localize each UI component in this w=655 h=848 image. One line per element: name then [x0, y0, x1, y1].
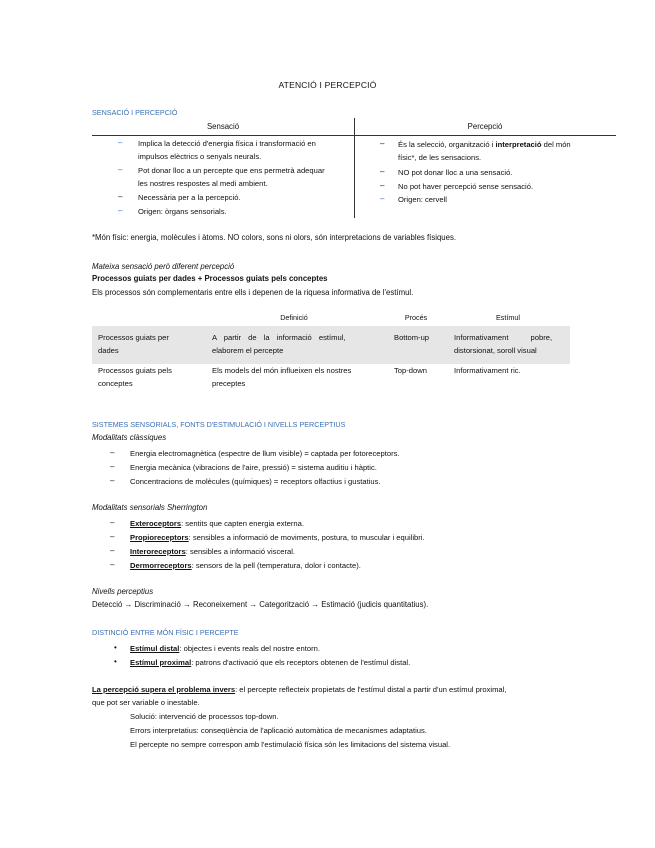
- list-item: [130, 656, 410, 669]
- list-item: [130, 517, 304, 530]
- list-item: [130, 545, 295, 558]
- term-desc: : el percepte reflecteix propietats de l'estímul distal a partir d'un estímul proximal,: [235, 685, 507, 694]
- term-desc: : objectes i events reals del nostre entorn.: [179, 644, 320, 653]
- list-item: [130, 559, 361, 572]
- list-item: NO pot donar lloc a una sensació.: [398, 168, 513, 177]
- term-desc: : sensibles a informació de moviments, postura, to muscular i equilibri.: [188, 533, 425, 542]
- column-header-percepcio: Percepció: [467, 122, 503, 131]
- table-cell: Informativament pobre,: [454, 333, 553, 342]
- list-item: Concentracions de molècules (químiques) = receptors olfactius i gustatius.: [130, 477, 381, 486]
- list-item-bold: interpretació: [495, 140, 542, 149]
- term: Exteroceptors: [130, 519, 182, 528]
- table-cell: conceptes: [98, 379, 133, 388]
- term: Interoreceptors: [130, 547, 186, 556]
- table-cell: dades: [98, 346, 119, 355]
- term-desc: : sensibles a informació visceral.: [185, 547, 296, 556]
- table-cell: Top-down: [394, 366, 427, 375]
- section-heading-sistemes-sensorials: SISTEMES SENSORIALS, FONTS D'ESTIMULACIÓ I NIVELLS PERCEPTIUS: [92, 420, 346, 429]
- list-item: Implica la detecció d'energia física i transformació en: [138, 139, 316, 148]
- list-dash: –: [110, 462, 115, 471]
- list-dash: –: [380, 139, 385, 148]
- column-header-sensacio: Sensació: [206, 122, 240, 131]
- list-item: [398, 138, 571, 151]
- list-dash: –: [118, 138, 123, 147]
- list-item-text: És la selecció, organització i: [398, 140, 494, 149]
- table-cell: Informativament ric.: [454, 366, 521, 375]
- section-heading-mon-fisic-percepte: DISTINCIÓ ENTRE MÓN FÍSIC I PERCEPTE: [92, 628, 239, 637]
- table-cell: Processos guiats pels: [98, 366, 172, 375]
- page-title: ATENCIÓ I PERCEPCIÓ: [278, 80, 377, 90]
- paragraph-line: Errors interpretatius: conseqüència de l'aplicació automàtica de mecanismes adaptatius.: [130, 726, 427, 735]
- paragraph: [92, 683, 506, 696]
- term: Propioreceptors: [130, 533, 189, 542]
- paragraph: Els processos són complementaris entre ells i depenen de la riquesa informativa de l'estímul.: [92, 288, 414, 297]
- term: La percepció supera el problema invers: [92, 685, 236, 694]
- list-dash: –: [380, 194, 385, 203]
- table-cell: A partir de la informació estímul,: [212, 333, 346, 342]
- table-cell: preceptes: [212, 379, 246, 388]
- italic-heading: Modalitats clàssiques: [92, 433, 167, 442]
- list-dash: –: [118, 165, 123, 174]
- list-item: Origen: òrgans sensorials.: [138, 207, 227, 216]
- table-cell: distorsionat, soroll visual: [454, 346, 537, 355]
- table-cell: Els models del món influeixen els nostres: [212, 366, 352, 375]
- term-desc: : patrons d'activació que els receptors obtenen de l'estímul distal.: [191, 658, 411, 667]
- list-dash: –: [118, 206, 123, 215]
- table-cell: elaborem el percepte: [212, 346, 284, 355]
- list-item: Energia electromagnètica (espectre de llum visible) = captada per fotoreceptors.: [130, 449, 400, 458]
- italic-heading: Modalitats sensorials Sherrington: [92, 503, 208, 512]
- term-desc: : sensors de la pell (temperatura, dolor i contacte).: [191, 561, 361, 570]
- list-dash: –: [110, 518, 115, 527]
- section-heading-sensacio-percepcio: SENSACIÓ I PERCEPCIÓ: [92, 108, 178, 117]
- list-dash: –: [118, 192, 123, 201]
- term: Dermorreceptors: [130, 561, 192, 570]
- paragraph-line: El percepte no sempre correspon amb l'estimulació física són les limitacions del sistema visual.: [130, 740, 451, 749]
- list-item: Necessària per a la percepció.: [138, 193, 241, 202]
- paragraph: que pot ser variable o inestable.: [92, 698, 200, 707]
- list-item: [130, 531, 425, 544]
- footnote: *Món físic: energia, molècules i àtoms. NO colors, sons ni olors, són interpretacions de variables físiques.: [92, 233, 457, 242]
- list-item: Pot donar lloc a un percepte que ens permetrà adequar: [138, 166, 325, 175]
- table-cell: Bottom-up: [394, 333, 430, 342]
- table-header-definicio: Definició: [280, 313, 308, 322]
- list-dash: –: [380, 181, 385, 190]
- bullet-dot: •: [114, 643, 117, 652]
- term: Estímul distal: [130, 644, 180, 653]
- bold-heading: Processos guiats per dades + Processos guiats pels conceptes: [92, 274, 328, 283]
- paragraph: Detecció → Discriminació → Reconeixement → Categorització → Estimació (judicis quantitatius).: [92, 600, 429, 609]
- list-item: físic*, de les sensacions.: [398, 153, 482, 162]
- list-dash: –: [380, 167, 385, 176]
- table-cell: Processos guiats per: [98, 333, 169, 342]
- list-item: No pot haver percepció sense sensació.: [398, 182, 534, 191]
- table-column-divider: [354, 118, 355, 218]
- list-item: Origen: cervell: [398, 195, 447, 204]
- list-item: les nostres respostes al medi ambient.: [138, 179, 268, 188]
- table-header-proces: Procés: [404, 313, 428, 322]
- list-dash: –: [110, 448, 115, 457]
- list-dash: –: [110, 546, 115, 555]
- italic-heading: Nivells perceptius: [92, 587, 154, 596]
- list-dash: –: [110, 476, 115, 485]
- bullet-dot: •: [114, 657, 117, 666]
- term: Estímul proximal: [130, 658, 192, 667]
- list-item-text: del món: [543, 140, 571, 149]
- italic-heading: Mateixa sensació però diferent percepció: [92, 262, 235, 271]
- table-header-estimul: Estímul: [496, 313, 520, 322]
- list-dash: –: [110, 560, 115, 569]
- list-dash: –: [110, 532, 115, 541]
- list-item: [130, 642, 320, 655]
- list-item: impulsos elèctrics o senyals neurals.: [138, 152, 262, 161]
- paragraph-line: Solució: intervenció de processos top-down.: [130, 712, 279, 721]
- list-item: Energia mecànica (vibracions de l'aire, pressió) = sistema auditiu i hàptic.: [130, 463, 377, 472]
- term-desc: : sentits que capten energia externa.: [181, 519, 304, 528]
